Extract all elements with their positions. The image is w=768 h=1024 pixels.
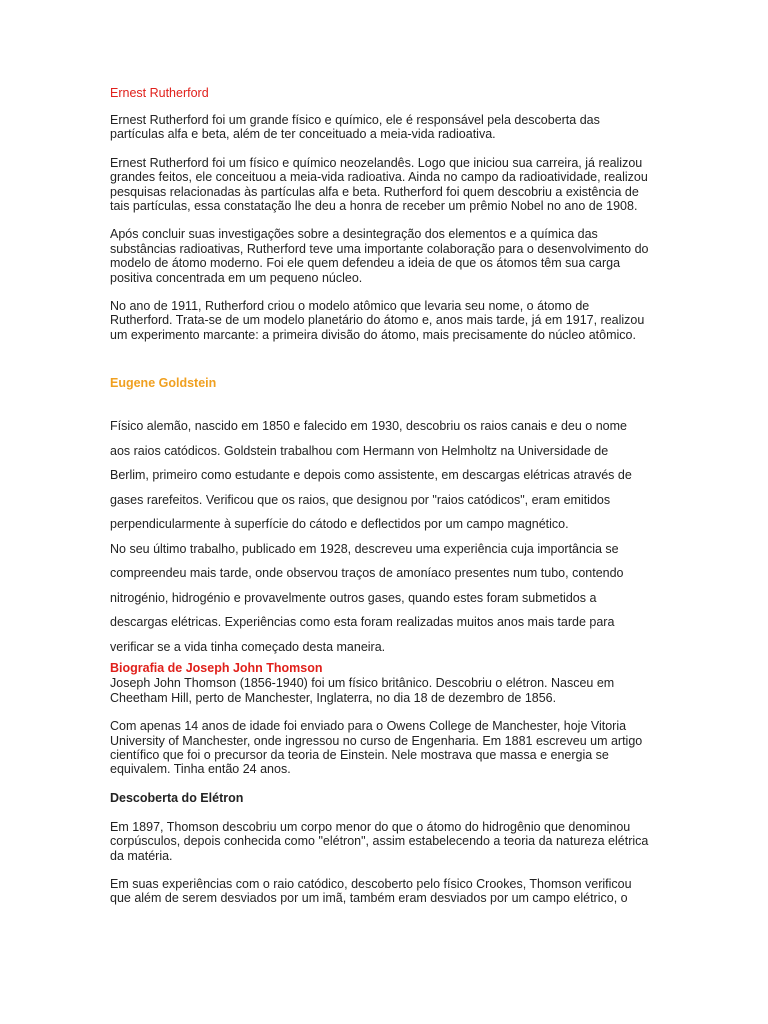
thomson-paragraph-2: Com apenas 14 anos de idade foi enviado para o Owens College de Manchester, hoje Vitoria University of Manchester, onde ingressou no curso de Engenharia. Em 1881 escreveu um artigo científico que foi o precursor da teoria de Einstein. Nele mostrava que massa e energia se equivalem. Tinha então 24 anos. [110, 719, 643, 777]
section-title-rutherford: Ernest Rutherford [110, 86, 209, 100]
goldstein-paragraph-1: Físico alemão, nascido em 1850 e falecido em 1930, descobriu os raios canais e deu o nome aos raios catódicos. Goldstein trabalhou com Hermann von Helmholtz na Universidade de Berlim, primeiro como estudante e depois como assistente, em descargas elétricas através de gases rarefeitos. Verificou que os raios, que designou por "raios catódicos", eram emitidos perpendicularmente à superfície do cátodo e deflectidos por um campo magnético. [110, 419, 632, 532]
thomson-paragraph-3: Em 1897, Thomson descobriu um corpo menor do que o átomo do hidrogênio que denominou corpúsculos, depois conhecida como "elétron", assim estabelecendo a teoria da natureza elétrica da matéria. [110, 819, 649, 863]
rutherford-paragraph-2: Ernest Rutherford foi um físico e químico neozelandês. Logo que iniciou sua carreira, já realizou grandes feitos, ele conceituou a meia-vida radioativa. Ainda no campo da radioatividade, realizou pesquisas relacionadas às partículas alfa e beta. Rutherford foi quem descobriu a existência de tais partículas, essa constatação lhe deu a honra de receber um prêmio Nobel no ano de 1908. [110, 155, 648, 214]
thomson-paragraph-1: Joseph John Thomson (1856-1940) foi um físico britânico. Descobriu o elétron. Nasceu em Cheetham Hill, perto de Manchester, Inglaterra, no dia 18 de dezembro de 1856. [110, 676, 615, 705]
goldstein-paragraph-2: No seu último trabalho, publicado em 1928, descreveu uma experiência cuja importância se compreendeu mais tarde, onde observou traços de amoníaco presentes num tubo, contendo nitrogénio, hidrogénio e provavelmente outros gases, quando estes foram submetidos a descargas elétricas. Experiências como esta foram realizadas muitos anos mais tarde para verificar se a vida tinha começado desta maneira. [110, 541, 624, 654]
thomson-paragraph-4: Em suas experiências com o raio catódico, descoberto pelo físico Crookes, Thomson verificou que além de serem desviados por um imã, também eram desviados por um campo elétrico, o [110, 876, 632, 906]
rutherford-paragraph-3: Após concluir suas investigações sobre a desintegração dos elementos e a química das substâncias radioativas, Rutherford teve uma importante colaboração para o desenvolvimento do modelo de átomo moderno. Foi ele quem defendeu a ideia de que os átomos têm sua carga positiva concentrada em um pequeno núcleo. [110, 227, 649, 285]
section-title-thomson: Biografia de Joseph John Thomson [110, 661, 323, 676]
rutherford-paragraph-4: No ano de 1911, Rutherford criou o modelo atômico que levaria seu nome, o átomo de Rutherford. Trata-se de um modelo planetário do átomo e, anos mais tarde, já em 1917, realizou um experimento marcante: a primeira divisão do átomo, mais precisamente do núcleo atômico. [110, 299, 645, 342]
section-title-goldstein: Eugene Goldstein [110, 376, 217, 391]
subsection-title-electron: Descoberta do Elétron [110, 790, 244, 805]
document-page [110, 86, 650, 920]
rutherford-paragraph-1: Ernest Rutherford foi um grande físico e químico, ele é responsável pela descoberta das partículas alfa e beta, além de ter conceituado a meia-vida radioativa. [110, 113, 600, 142]
